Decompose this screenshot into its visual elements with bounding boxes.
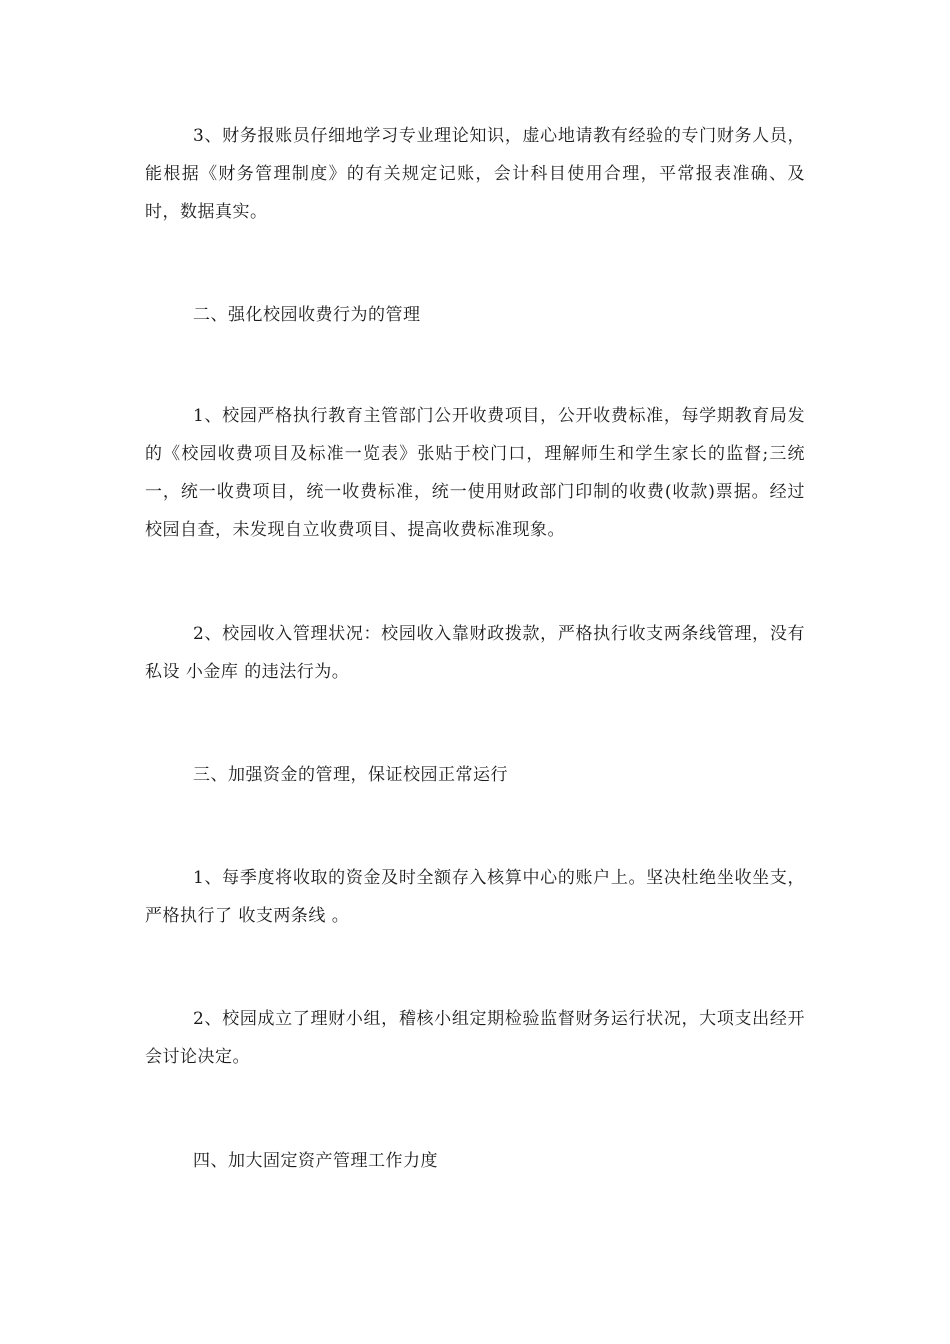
paragraph-income-management: 2、校园收入管理状况：校园收入靠财政拨款，严格执行收支两条线管理，没有私设 小金库 的违法行为。 [145,624,805,682]
section-heading-fixed-assets: 四、加大固定资产管理工作力度 [193,1151,438,1171]
section-heading-fund-management: 三、加强资金的管理，保证校园正常运行 [193,765,508,785]
paragraph-quarterly-deposit: 1、每季度将收取的资金及时全额存入核算中心的账户上。坚决杜绝坐收坐支，严格执行了 收支两条线 。 [145,868,805,926]
paragraph-finance-clerk: 3、财务报账员仔细地学习专业理论知识，虚心地请教有经验的专门财务人员，能根据《财务管理制度》的有关规定记账，会计科目使用合理，平常报表准确、及时，数据真实。 [145,126,805,222]
section-heading-fee-management: 二、强化校园收费行为的管理 [193,305,421,325]
paragraph-finance-group: 2、校园成立了理财小组，稽核小组定期检验监督财务运行状况，大项支出经开会讨论决定。 [145,1009,805,1067]
paragraph-fee-publicity: 1、校园严格执行教育主管部门公开收费项目，公开收费标准，每学期教育局发的《校园收费项目及标准一览表》张贴于校门口，理解师生和学生家长的监督;三统一，统一收费项目，统一收费标准，统一使用财政部门印制的收费(收款)票据。经过校园自查，未发现自立收费项目、提高收费标准现象。 [145,406,805,540]
